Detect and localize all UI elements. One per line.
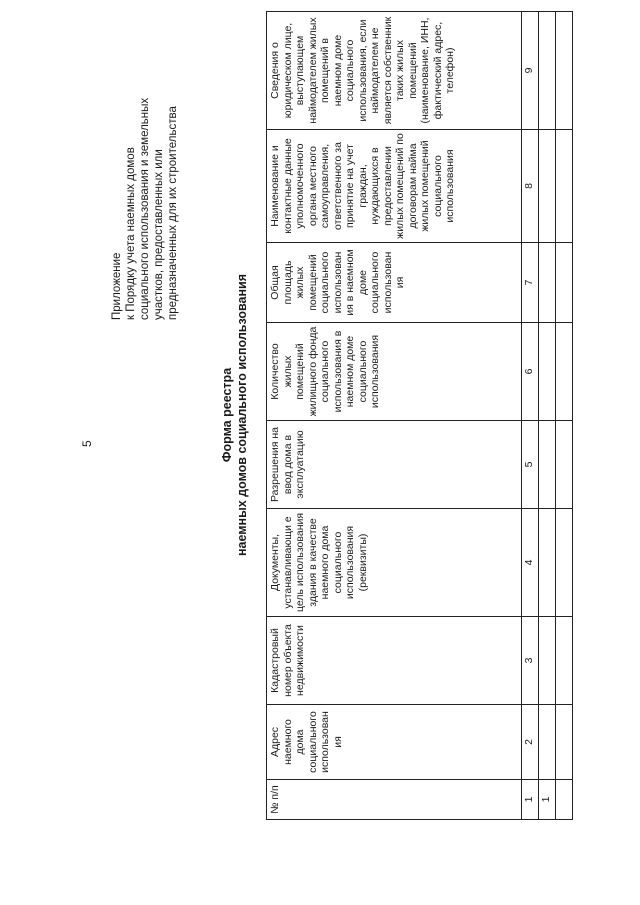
header-apartment-count: Количество жилых помещений жилищного фонда социального использования в наемном доме социального использования bbox=[267, 323, 522, 421]
header-number: № п/п bbox=[267, 780, 522, 820]
table-cell bbox=[539, 509, 556, 617]
page-number: 5 bbox=[80, 440, 94, 447]
table-cell bbox=[539, 243, 556, 323]
registry-table bbox=[266, 11, 573, 820]
table-cell bbox=[539, 323, 556, 421]
table-cell: 1 bbox=[539, 780, 556, 820]
table-cell bbox=[539, 705, 556, 780]
table-row bbox=[539, 12, 556, 820]
table-cell bbox=[556, 421, 573, 509]
table-cell bbox=[556, 243, 573, 323]
form-title-line2: наемных домов социального использования bbox=[235, 274, 249, 557]
form-title bbox=[220, 235, 250, 595]
table-cell bbox=[556, 780, 573, 820]
column-number: 3 bbox=[522, 617, 539, 705]
appendix-line: предназначенных для их строительства bbox=[167, 106, 179, 320]
appendix-block bbox=[110, 60, 180, 320]
appendix-line: к Порядку учета наемных домов bbox=[125, 147, 137, 320]
column-number: 5 bbox=[522, 421, 539, 509]
table-cell bbox=[539, 617, 556, 705]
header-authority: Наименование и контактные данные уполномоченного органа местного самоуправления, ответственного за принятие на учет граждан, нуждающихся в предоставлении жилых помещений по договорам найма жилых помещений социального использования bbox=[267, 130, 522, 243]
table-cell bbox=[556, 130, 573, 243]
header-permits: Разрешения на ввод дома в эксплуатацию bbox=[267, 421, 522, 509]
appendix-line: социального использования и земельных bbox=[139, 97, 151, 320]
appendix-line: участков, предоставленных или bbox=[153, 149, 165, 320]
table-cell bbox=[539, 130, 556, 243]
column-number: 1 bbox=[522, 780, 539, 820]
column-number: 4 bbox=[522, 509, 539, 617]
table-cell bbox=[556, 12, 573, 130]
header-total-area: Общая площадь жилых помещений социального использован ия в наемном доме социального использован ия bbox=[267, 243, 522, 323]
header-landlord-info: Сведения о юридическом лице, выступающем наймодателем жилых помещений в наемном доме социального использования, если наймодателем не является собственник таких жилых помещений (наименование, ИНН, фактический адрес, телефон) bbox=[267, 12, 522, 130]
header-documents: Документы, устанавливающи е цель использования здания в качестве наемного дома социального использования (реквизиты) bbox=[267, 509, 522, 617]
column-number: 7 bbox=[522, 243, 539, 323]
table-cell bbox=[556, 509, 573, 617]
table-cell bbox=[556, 705, 573, 780]
header-address: Адрес наемного дома социального использован ия bbox=[267, 705, 522, 780]
column-number: 9 bbox=[522, 12, 539, 130]
column-number-row bbox=[522, 12, 539, 820]
table-cell bbox=[539, 12, 556, 130]
column-number: 2 bbox=[522, 705, 539, 780]
form-title-line1: Форма реестра bbox=[220, 367, 234, 463]
column-number: 8 bbox=[522, 130, 539, 243]
header-cadastral-number: Кадастровый номер объекта недвижимости bbox=[267, 617, 522, 705]
table-cell bbox=[556, 323, 573, 421]
header-row bbox=[267, 12, 522, 820]
table-cell bbox=[556, 617, 573, 705]
table-cell bbox=[539, 421, 556, 509]
table-row bbox=[556, 12, 573, 820]
appendix-line: Приложение bbox=[111, 252, 123, 320]
column-number: 6 bbox=[522, 323, 539, 421]
